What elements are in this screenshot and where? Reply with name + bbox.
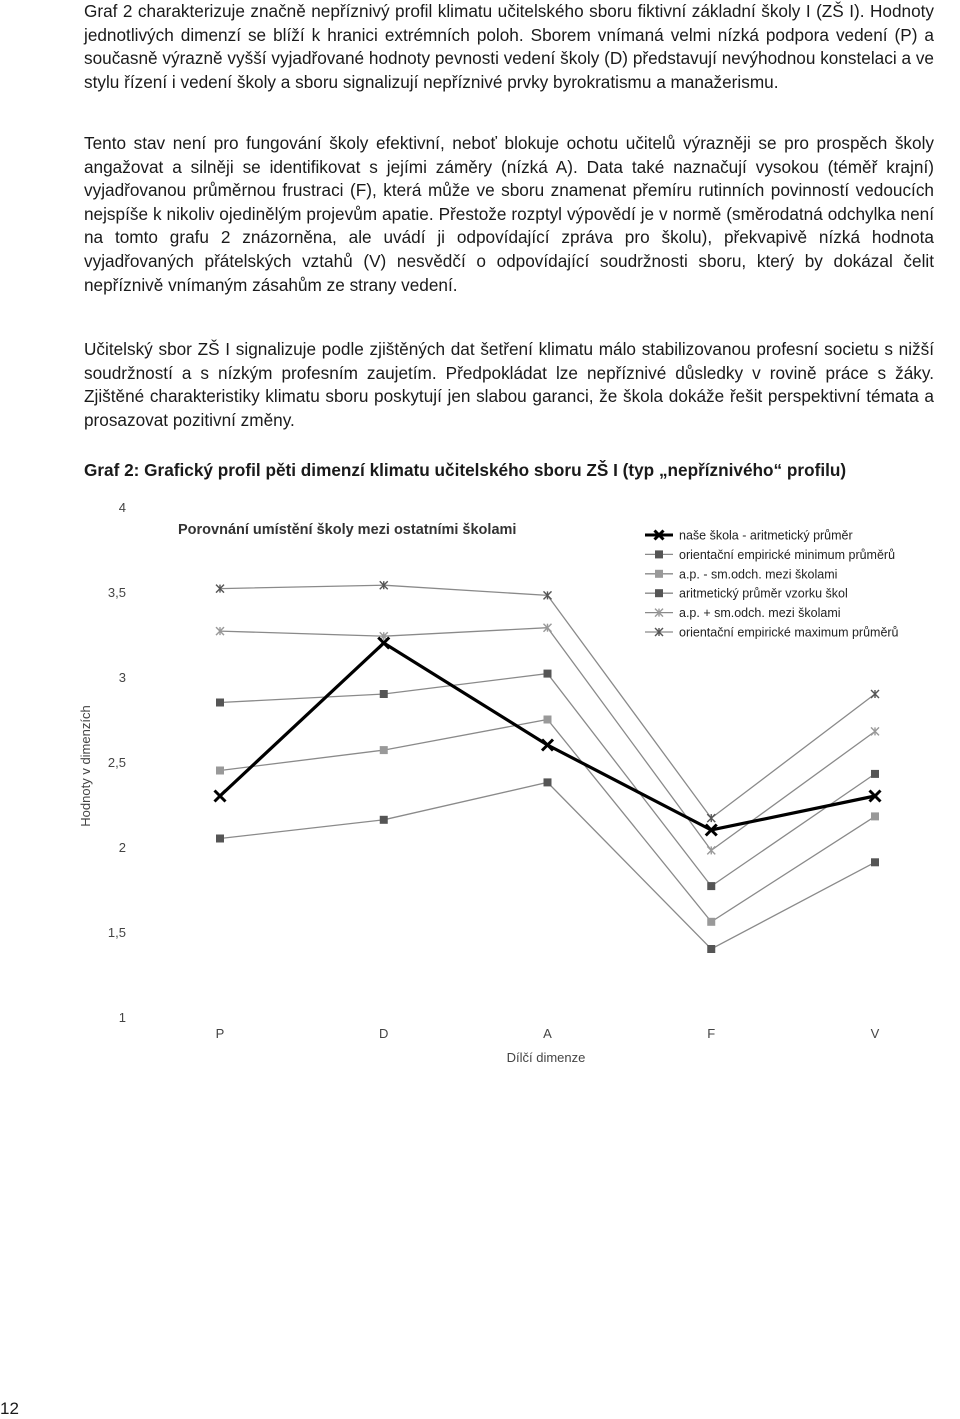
series-5: [216, 624, 879, 855]
series-2: [216, 778, 879, 953]
series-line: [220, 720, 875, 922]
data-point: [380, 690, 388, 698]
y-tick-label: 1: [118, 1010, 126, 1025]
line-chart: [60, 490, 940, 1080]
data-point: [871, 858, 879, 866]
data-point: [544, 716, 552, 724]
paragraph-1: Graf 2 charakterizuje značně nepříznivý profil klimatu učitelského sboru fiktivní základní školy I (ZŠ I). Hodnoty jednotlivých dimenzí se blíží k hranici extrémních poloh. Sborem vnímaná velmi nízká podpora vedení (P) a současně výrazně vyšší vyjadřované hodnoty pevnosti vedení školy (D) představují nevýhodnou konstelaci a ve stylu řízení i vedení školy a sboru signalizují nepříznivé prvky byrokratismu a manažerismu.: [84, 1, 934, 92]
legend-label: naše škola - aritmetický průměr: [679, 528, 853, 543]
x-tick-label: A: [543, 1026, 552, 1041]
legend-item: [645, 587, 848, 601]
data-point: [544, 670, 552, 678]
figure-caption: Graf 2: Grafický profil pěti dimenzí klimatu učitelského sboru ZŠ I (typ „nepříznivého“ profilu): [84, 460, 847, 480]
data-point: [655, 570, 663, 578]
paragraph-3: Učitelský sbor ZŠ I signalizuje podle zjištěných dat šetření klimatu málo stabilizovanou profesní societu s nižší soudržností a s nízkým profesním zaujetím. Předpokládat lze nepříznivé důsledky v rovině práce s žáky. Zjištěné charakteristiky klimatu sboru poskytují jen slabou garanci, že škola dokáže řešit perspektivní témata a prosazovat pozitivní změny.: [84, 339, 934, 430]
data-point: [707, 945, 715, 953]
data-point: [216, 767, 224, 775]
legend-label: aritmetický průměr vzorku škol: [679, 586, 848, 601]
chart-title: Porovnání umístění školy mezi ostatními školami: [178, 522, 517, 538]
data-point: [380, 816, 388, 824]
y-tick-label: 2,5: [107, 755, 126, 770]
y-tick-label: 3: [118, 670, 126, 685]
x-tick-label: V: [870, 1026, 880, 1041]
legend-label: orientační empirické minimum průměrů: [679, 547, 896, 562]
series-1: [215, 638, 881, 836]
legend-item: [645, 606, 841, 620]
legend-item: [645, 529, 853, 543]
legend-item: [645, 626, 899, 640]
data-point: [707, 846, 715, 854]
y-axis-label: Hodnoty v dimenzích: [78, 705, 93, 827]
x-tick-label: F: [707, 1026, 716, 1041]
chart-legend: [645, 529, 899, 640]
y-tick-label: 2: [118, 840, 126, 855]
legend-item: [645, 548, 895, 562]
legend-label: orientační empirické maximum průměrů: [679, 625, 899, 640]
legend-label: a.p. + sm.odch. mezi školami: [679, 606, 841, 621]
data-point: [216, 699, 224, 707]
x-axis-label: Dílčí dimenze: [506, 1050, 586, 1065]
data-point: [707, 814, 715, 822]
data-point: [655, 589, 663, 597]
data-point: [216, 835, 224, 843]
y-tick-label: 3,5: [107, 585, 126, 600]
x-tick-label: D: [379, 1026, 389, 1041]
data-point: [215, 791, 226, 802]
data-point: [707, 918, 715, 926]
data-point: [655, 550, 663, 558]
data-point: [871, 770, 879, 778]
data-point: [380, 746, 388, 754]
data-point: [871, 690, 879, 698]
page-number: 12: [0, 1399, 19, 1418]
x-tick-label: P: [215, 1026, 225, 1041]
data-point: [871, 812, 879, 820]
y-tick-label: 4: [118, 500, 126, 515]
paragraph-2: Tento stav není pro fungování školy efektivní, neboť blokuje ochotu učitelů výrazněji se pro prospěch školy angažovat a silněji se identifikovat s jejími záměry (nízká A). Data také naznačují vysokou (téměř krajní) vyjadřovanou průměrnou frustraci (F), která může ve sboru znamenat přemíru rutinních povinností vedoucích nejspíše k nikoliv ojedinělým projevům apatie. Přestože rozptyl výpovědí je v normě (směrodatná odchylka není na tomto grafu 2 znázorněna, ale uvádí ji odpovídající zpráva pro školu), překvapivě nízká hodnota vyjadřovaných přátelských vztahů (V) nesvědčí o odpovídající soudržnosti sboru, který by dokázal čelit nepříznivě vnímaným zásahům ze strany vedení.: [84, 133, 934, 295]
y-tick-label: 1,5: [107, 925, 126, 940]
legend-label: a.p. - sm.odch. mezi školami: [679, 567, 838, 582]
data-point: [707, 882, 715, 890]
series-line: [220, 782, 875, 949]
data-point: [542, 740, 553, 751]
data-point: [871, 727, 879, 735]
legend-item: [645, 567, 837, 581]
data-point: [544, 778, 552, 786]
